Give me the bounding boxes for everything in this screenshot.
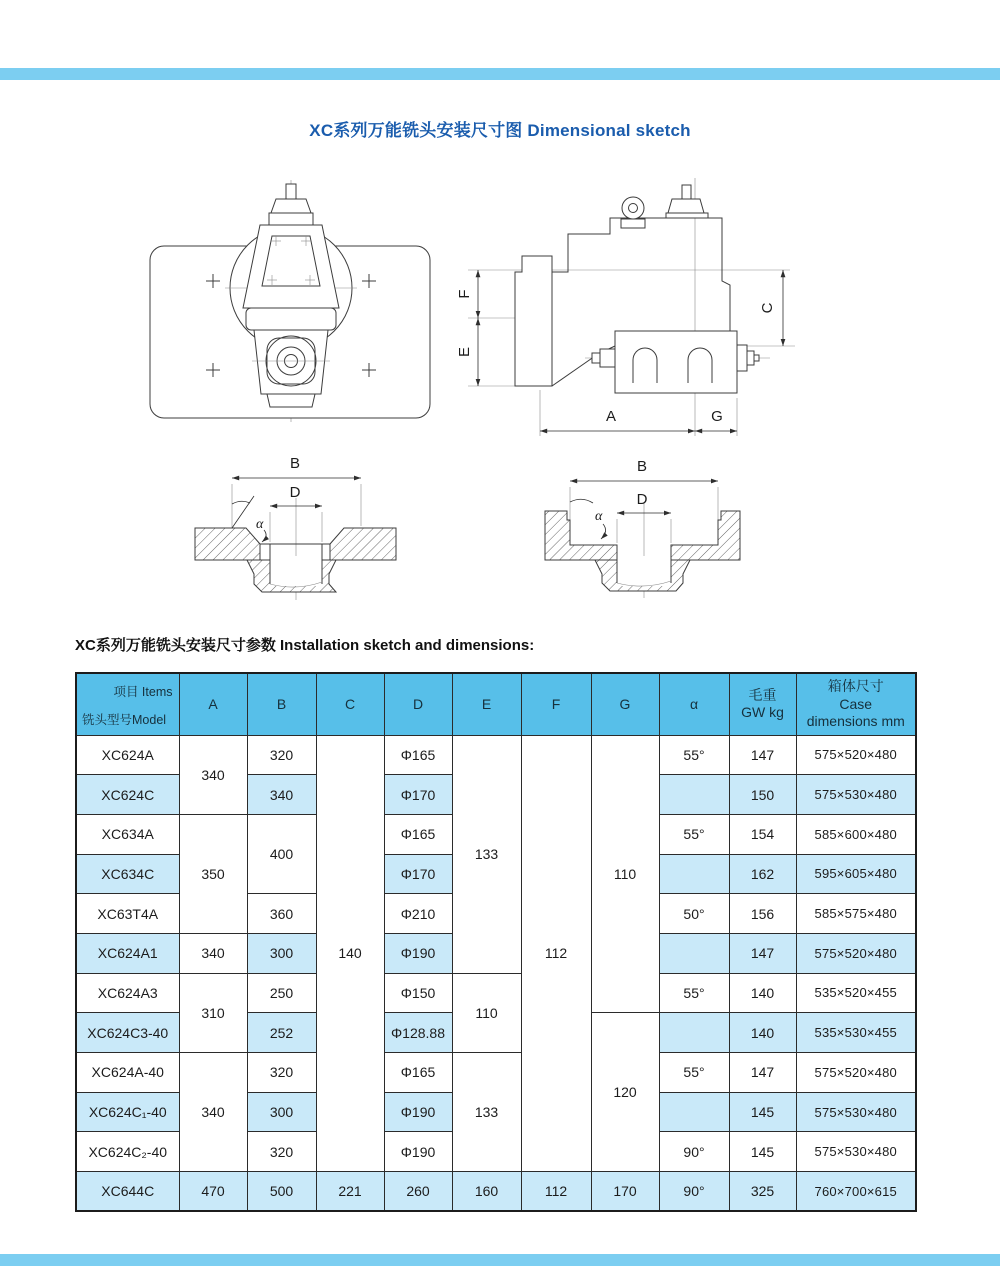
cell-b: 320 bbox=[247, 1053, 316, 1093]
cell-gw: 147 bbox=[729, 1053, 796, 1093]
cell-b: 300 bbox=[247, 933, 316, 973]
cell-b: 340 bbox=[247, 775, 316, 815]
cell-a: 340 bbox=[179, 735, 247, 814]
cell-d: Φ190 bbox=[384, 1132, 452, 1172]
cell-c: 140 bbox=[316, 735, 384, 1172]
cell-alpha bbox=[659, 775, 729, 815]
cell-d: 260 bbox=[384, 1172, 452, 1212]
table-header-row bbox=[76, 673, 916, 735]
gw-label-cn: 毛重 bbox=[748, 686, 777, 703]
cell-d: Φ170 bbox=[384, 854, 452, 894]
cell-gw: 140 bbox=[729, 973, 796, 1013]
cell-b: 360 bbox=[247, 894, 316, 934]
cell-e: 133 bbox=[452, 1053, 521, 1172]
cell-alpha bbox=[659, 854, 729, 894]
cell-g: 120 bbox=[591, 1013, 659, 1172]
cell-d: Φ165 bbox=[384, 735, 452, 775]
cell-d: Φ170 bbox=[384, 775, 452, 815]
header-items-label: 项目 Items bbox=[113, 685, 173, 699]
table-row bbox=[76, 735, 916, 775]
cell-case: 575×530×480 bbox=[796, 775, 916, 815]
cell-f: 112 bbox=[521, 1172, 591, 1212]
dim-label-d-left: D bbox=[289, 484, 301, 501]
cell-case: 575×530×480 bbox=[796, 1132, 916, 1172]
cell-d: Φ150 bbox=[384, 973, 452, 1013]
cell-gw: 325 bbox=[729, 1172, 796, 1212]
cell-alpha: 90° bbox=[659, 1172, 729, 1212]
table-row bbox=[76, 1053, 916, 1093]
cell-model: XC624A1 bbox=[76, 933, 179, 973]
gw-label-en: GW kg bbox=[741, 704, 784, 721]
cell-b: 320 bbox=[247, 735, 316, 775]
cell-gw: 145 bbox=[729, 1132, 796, 1172]
cell-case: 585×600×480 bbox=[796, 814, 916, 854]
dim-label-g: G bbox=[711, 408, 723, 425]
cell-gw: 156 bbox=[729, 894, 796, 934]
cell-model: XC624C3-40 bbox=[76, 1013, 179, 1053]
cell-model: XC624A-40 bbox=[76, 1053, 179, 1093]
case-label-en2: dimensions mm bbox=[806, 713, 905, 729]
cell-alpha: 55° bbox=[659, 814, 729, 854]
cell-gw: 162 bbox=[729, 854, 796, 894]
cell-case: 760×700×615 bbox=[796, 1172, 916, 1212]
cell-model: XC624C bbox=[76, 775, 179, 815]
dim-label-b-right: B bbox=[636, 458, 648, 475]
cell-alpha: 55° bbox=[659, 973, 729, 1013]
cell-d: Φ128.88 bbox=[384, 1013, 452, 1053]
cell-g: 170 bbox=[591, 1172, 659, 1212]
cell-g: 110 bbox=[591, 735, 659, 1013]
cell-model: XC644C bbox=[76, 1172, 179, 1212]
cell-model: XC634C bbox=[76, 854, 179, 894]
dim-label-c: C bbox=[759, 302, 776, 314]
header-col-a: A bbox=[179, 673, 247, 735]
header-col-b: B bbox=[247, 673, 316, 735]
table-caption: XC系列万能铣头安装尺寸参数 Installation sketch and dimensions: bbox=[75, 637, 535, 654]
header-model-label: 铣头型号Model bbox=[82, 712, 167, 727]
cell-alpha: 55° bbox=[659, 1053, 729, 1093]
header-col-case bbox=[796, 673, 916, 735]
dimensional-sketch bbox=[70, 168, 930, 628]
cell-d: Φ165 bbox=[384, 814, 452, 854]
cell-d: Φ210 bbox=[384, 894, 452, 934]
header-col-g: G bbox=[591, 673, 659, 735]
cell-case: 575×520×480 bbox=[796, 1053, 916, 1093]
cell-d: Φ190 bbox=[384, 1092, 452, 1132]
bottom-accent-bar bbox=[0, 1254, 1000, 1266]
dimensions-table bbox=[75, 672, 917, 1212]
table-row bbox=[76, 973, 916, 1013]
top-accent-bar bbox=[0, 68, 1000, 80]
cell-a: 310 bbox=[179, 973, 247, 1052]
cell-model: XC634A bbox=[76, 814, 179, 854]
header-corner-cell bbox=[76, 673, 179, 735]
cell-c: 221 bbox=[316, 1172, 384, 1212]
cell-alpha: 90° bbox=[659, 1132, 729, 1172]
cell-gw: 154 bbox=[729, 814, 796, 854]
cell-a: 350 bbox=[179, 814, 247, 933]
cell-b: 300 bbox=[247, 1092, 316, 1132]
cell-d: Φ165 bbox=[384, 1053, 452, 1093]
cell-alpha: 50° bbox=[659, 894, 729, 934]
cell-case: 575×530×480 bbox=[796, 1092, 916, 1132]
cell-a: 340 bbox=[179, 1053, 247, 1172]
angle-label-left: α bbox=[256, 517, 264, 532]
dim-label-e: E bbox=[456, 346, 473, 358]
cell-model: XC63T4A bbox=[76, 894, 179, 934]
cell-model: XC624A3 bbox=[76, 973, 179, 1013]
cell-a: 340 bbox=[179, 933, 247, 973]
cell-d: Φ190 bbox=[384, 933, 452, 973]
header-col-f: F bbox=[521, 673, 591, 735]
cell-f: 112 bbox=[521, 735, 591, 1172]
cell-model: XC624C₂-40 bbox=[76, 1132, 179, 1172]
angle-label-right: α bbox=[595, 509, 603, 524]
cell-case: 585×575×480 bbox=[796, 894, 916, 934]
cell-case: 575×520×480 bbox=[796, 933, 916, 973]
dim-label-f: F bbox=[456, 289, 473, 299]
cell-gw: 145 bbox=[729, 1092, 796, 1132]
cell-gw: 140 bbox=[729, 1013, 796, 1053]
cell-gw: 147 bbox=[729, 735, 796, 775]
dim-label-a: A bbox=[605, 408, 617, 425]
cell-e: 133 bbox=[452, 735, 521, 973]
cell-alpha bbox=[659, 1092, 729, 1132]
cell-case: 535×530×455 bbox=[796, 1013, 916, 1053]
cell-alpha bbox=[659, 1013, 729, 1053]
cell-e: 160 bbox=[452, 1172, 521, 1212]
cell-b: 500 bbox=[247, 1172, 316, 1212]
side-view-drawing bbox=[456, 178, 795, 436]
section-view-right bbox=[545, 458, 740, 598]
cell-b: 250 bbox=[247, 973, 316, 1013]
cell-gw: 147 bbox=[729, 933, 796, 973]
header-col-d: D bbox=[384, 673, 452, 735]
cell-model: XC624C₁-40 bbox=[76, 1092, 179, 1132]
cell-e: 110 bbox=[452, 973, 521, 1052]
header-col-e: E bbox=[452, 673, 521, 735]
cell-case: 595×605×480 bbox=[796, 854, 916, 894]
cell-alpha: 55° bbox=[659, 735, 729, 775]
dim-label-d-right: D bbox=[636, 491, 648, 508]
cell-gw: 150 bbox=[729, 775, 796, 815]
cell-b: 320 bbox=[247, 1132, 316, 1172]
cell-a: 470 bbox=[179, 1172, 247, 1212]
cell-model: XC624A bbox=[76, 735, 179, 775]
dim-label-b-left: B bbox=[289, 455, 301, 472]
cell-case: 575×520×480 bbox=[796, 735, 916, 775]
front-view-drawing bbox=[150, 180, 430, 422]
cell-b: 400 bbox=[247, 814, 316, 893]
cell-b: 252 bbox=[247, 1013, 316, 1053]
header-col-c: C bbox=[316, 673, 384, 735]
case-label-cn: 箱体尺寸 bbox=[827, 678, 884, 694]
header-col-gw bbox=[729, 673, 796, 735]
table-row bbox=[76, 1172, 916, 1212]
page-title: XC系列万能铣头安装尺寸图 Dimensional sketch bbox=[309, 121, 691, 140]
cell-case: 535×520×455 bbox=[796, 973, 916, 1013]
section-view-left bbox=[195, 455, 396, 600]
case-label-en1: Case bbox=[839, 695, 873, 712]
cell-alpha bbox=[659, 933, 729, 973]
header-col-alpha: α bbox=[659, 673, 729, 735]
